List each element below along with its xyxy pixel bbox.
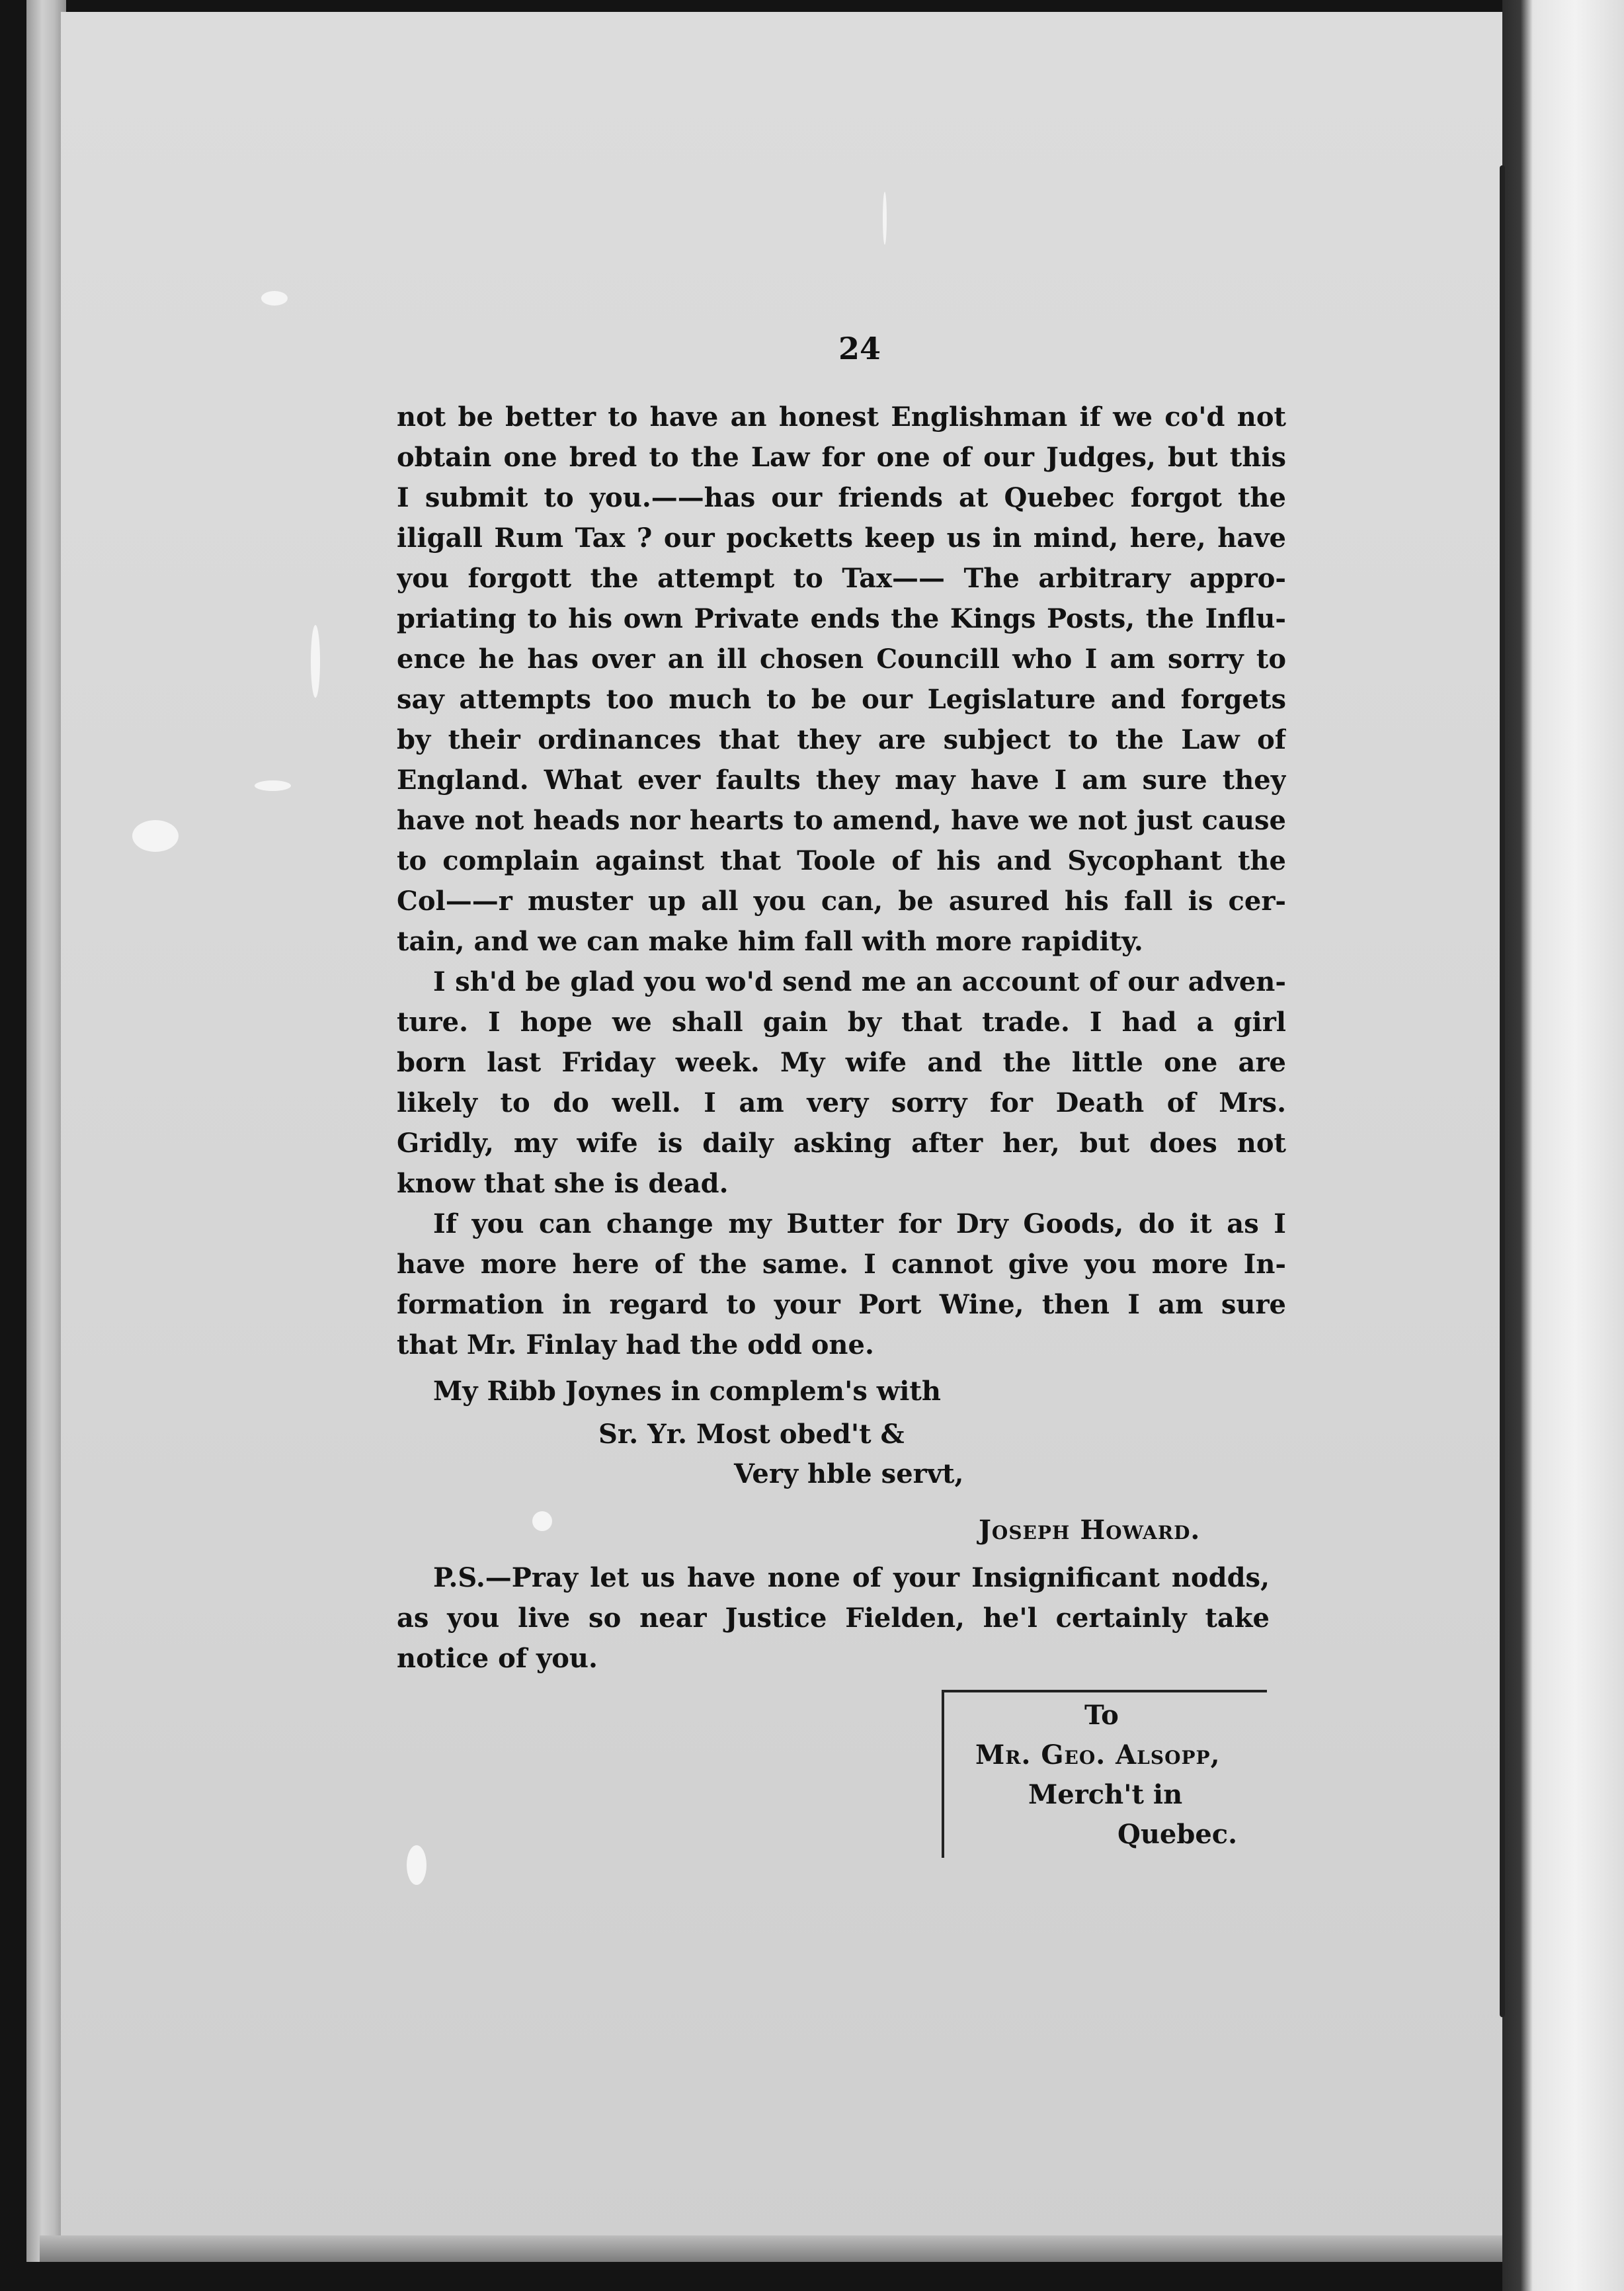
body-line: tain, and we can make him fall with more rapidity. [397,926,1143,957]
binding-shadow-line [1500,165,1505,2017]
body-line: Col——r muster up all you can, be asured his fall is cer- [397,886,1286,917]
address-to: To [1084,1700,1119,1731]
body-line: I submit to you.——has our friends at Quebec forgot the [397,482,1286,513]
body-line: not be better to have an honest Englishman if we co'd not [397,401,1286,433]
body-line: have not heads nor hearts to amend, have we not just cause [397,805,1286,836]
address-title: Merch't in [1028,1779,1183,1810]
body-line: know that she is dead. [397,1168,729,1199]
scan-speck [311,625,320,698]
body-line: England. What ever faults they may have I am sure they [397,765,1286,796]
scan-speck [132,820,179,852]
postscript-line: notice of you. [397,1643,598,1674]
address-city: Quebec. [1117,1819,1238,1850]
postscript-line: as you live so near Justice Fielden, he'l certainly take [397,1603,1270,1634]
body-line: I sh'd be glad you wo'd send me an account of our adven- [433,966,1286,997]
closing-line: Sr. Yr. Most obed't & [598,1419,905,1450]
body-line: formation in regard to your Port Wine, then I am sure [397,1289,1286,1320]
book-binding [1502,0,1624,2291]
page-edge-bottom [40,2235,1514,2262]
signature: Joseph Howard. [979,1515,1201,1546]
scan-speck [883,192,887,245]
body-line: that Mr. Finlay had the odd one. [397,1329,874,1360]
closing-line: Very hble servt, [734,1458,964,1489]
body-line: say attempts too much to be our Legislature and forgets [397,684,1286,715]
scan-speck [407,1845,426,1885]
address-name: Mr. Geo. Alsopp, [975,1739,1221,1770]
scan-speck [261,291,288,306]
body-line: you forgott the attempt to Tax—— The arbitrary appro- [397,563,1286,594]
body-line: obtain one bred to the Law for one of our Judges, but this [397,442,1286,473]
body-line: by their ordinances that they are subject to the Law of [397,724,1286,755]
body-line: ence he has over an ill chosen Councill who I am sorry to [397,644,1286,675]
letter-body [397,397,1286,1365]
page-number: 24 [838,331,881,366]
postscript [397,1558,1270,1679]
body-line: If you can change my Butter for Dry Goods, do it as I [433,1208,1286,1239]
body-line: Gridly, my wife is daily asking after her, but does not [397,1128,1286,1159]
body-line: ture. I hope we shall gain by that trade. I had a girl [397,1007,1286,1038]
body-line: have more here of the same. I cannot give you more In- [397,1249,1286,1280]
scan-speck [255,780,291,791]
postscript-line: P.S.—Pray let us have none of your Insignificant nodds, [433,1562,1270,1593]
body-line: to complain against that Toole of his and Sycophant the [397,845,1286,876]
body-line: priating to his own Private ends the Kings Posts, the Influ- [397,603,1286,634]
scan-speck [532,1511,552,1531]
closing-compliments: My Ribb Joynes in complem's with [433,1376,941,1407]
page-edge-left [26,0,66,2262]
body-line: iligall Rum Tax ? our pocketts keep us in mind, here, have [397,522,1286,554]
body-line: born last Friday week. My wife and the little one are [397,1047,1286,1078]
body-line: likely to do well. I am very sorry for Death of Mrs. [397,1087,1286,1118]
